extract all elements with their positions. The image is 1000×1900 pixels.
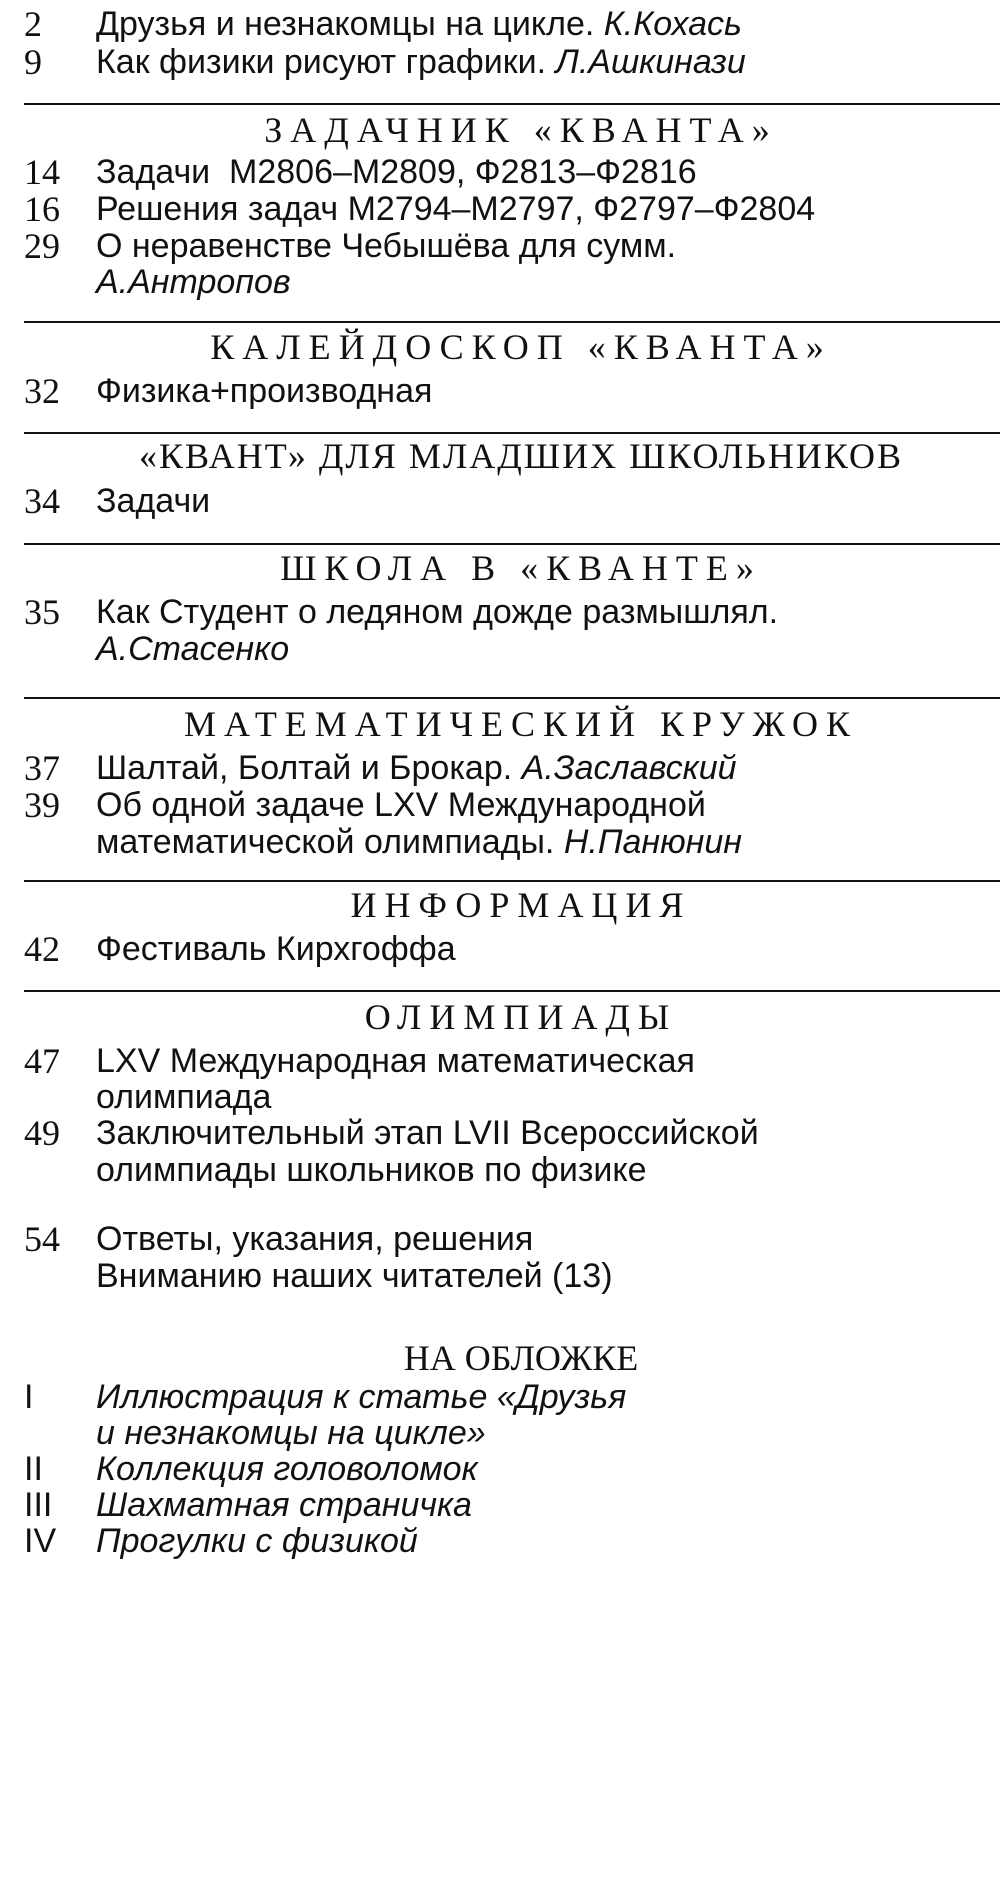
article-title: Физика+производная [96, 372, 433, 410]
article-title: Фестиваль Кирхгоффа [96, 930, 456, 968]
article-author: А.Антропов [96, 263, 291, 301]
article-title: LXV Международная математическая [96, 1042, 695, 1080]
page-number: 47 [24, 1041, 60, 1081]
section-divider [24, 990, 1000, 992]
section-divider [24, 880, 1000, 882]
page-number: 34 [24, 481, 60, 521]
page-number: 14 [24, 152, 60, 192]
article-title: Задачи М2806–М2809, Ф2813–Ф2816 [96, 153, 697, 191]
article-title: Как физики рисуют графики. [96, 43, 547, 81]
article-title: Как Студент о ледяном дожде размышлял. [96, 593, 779, 631]
section-divider [24, 697, 1000, 699]
cover-title-cont: и незнакомцы на цикле» [96, 1414, 486, 1452]
section-divider [24, 103, 1000, 105]
page-number: 16 [24, 189, 60, 229]
section-heading-kruzhok: МАТЕМАТИЧЕСКИЙ КРУЖОК [183, 704, 859, 744]
article-title: Друзья и незнакомцы на цикле. [96, 5, 595, 43]
cover-title: Иллюстрация к статье «Друзья [96, 1378, 627, 1416]
section-divider [24, 543, 1000, 545]
page-number: 2 [24, 4, 42, 44]
page-number: 35 [24, 592, 60, 632]
article-author: А.Заславский [521, 749, 737, 787]
cover-title: Шахматная страничка [96, 1486, 472, 1524]
section-heading-mladshie: «КВАНТ» ДЛЯ МЛАДШИХ ШКОЛЬНИКОВ [139, 436, 903, 476]
section-heading-zadachnik: ЗАДАЧНИК «КВАНТА» [264, 110, 778, 150]
page-number: 37 [24, 748, 60, 788]
page-number: 32 [24, 371, 60, 411]
article-title: Шалтай, Болтай и Брокар. [96, 749, 513, 787]
article-author: Л.Ашкинази [555, 43, 746, 81]
page-number: 54 [24, 1219, 60, 1259]
cover-page-numeral: I [24, 1378, 34, 1416]
section-heading-olimpiady: ОЛИМПИАДЫ [364, 997, 678, 1037]
section-heading-kaleidoskop: КАЛЕЙДОСКОП «КВАНТА» [210, 327, 832, 367]
article-title: О неравенстве Чебышёва для сумм. [96, 227, 677, 265]
article-title-cont: математической олимпиады. [96, 823, 555, 861]
page-number: 39 [24, 785, 60, 825]
section-heading-shkola: ШКОЛА В «КВАНТЕ» [280, 548, 762, 588]
article-title: Об одной задаче LXV Международной [96, 786, 706, 824]
page-number: 49 [24, 1113, 60, 1153]
cover-page-numeral: IV [24, 1522, 57, 1560]
article-title: Заключительный этап LVII Всероссийской [96, 1114, 759, 1152]
article-title-cont: олимпиада [96, 1078, 272, 1116]
section-divider [24, 321, 1000, 323]
cover-page-numeral: II [24, 1450, 43, 1488]
section-heading-informaciya: ИНФОРМАЦИЯ [350, 885, 692, 925]
cover-title: Коллекция головоломок [96, 1450, 478, 1488]
cover-title: Прогулки с физикой [96, 1522, 418, 1560]
page-number: 9 [24, 42, 42, 82]
article-title: Ответы, указания, решения [96, 1220, 534, 1258]
article-title: Вниманию наших читателей (13) [96, 1257, 613, 1295]
article-title: Решения задач М2794–М2797, Ф2797–Ф2804 [96, 190, 816, 228]
page-number: 42 [24, 929, 60, 969]
cover-page-numeral: III [24, 1486, 53, 1524]
page-number: 29 [24, 226, 60, 266]
article-title-cont: олимпиады школьников по физике [96, 1151, 647, 1189]
article-author: А.Стасенко [96, 630, 290, 668]
article-author: К.Кохась [603, 5, 742, 43]
article-author: Н.Панюнин [563, 823, 742, 861]
article-title: Задачи [96, 482, 211, 520]
section-heading-cover: НА ОБЛОЖКЕ [403, 1338, 639, 1378]
